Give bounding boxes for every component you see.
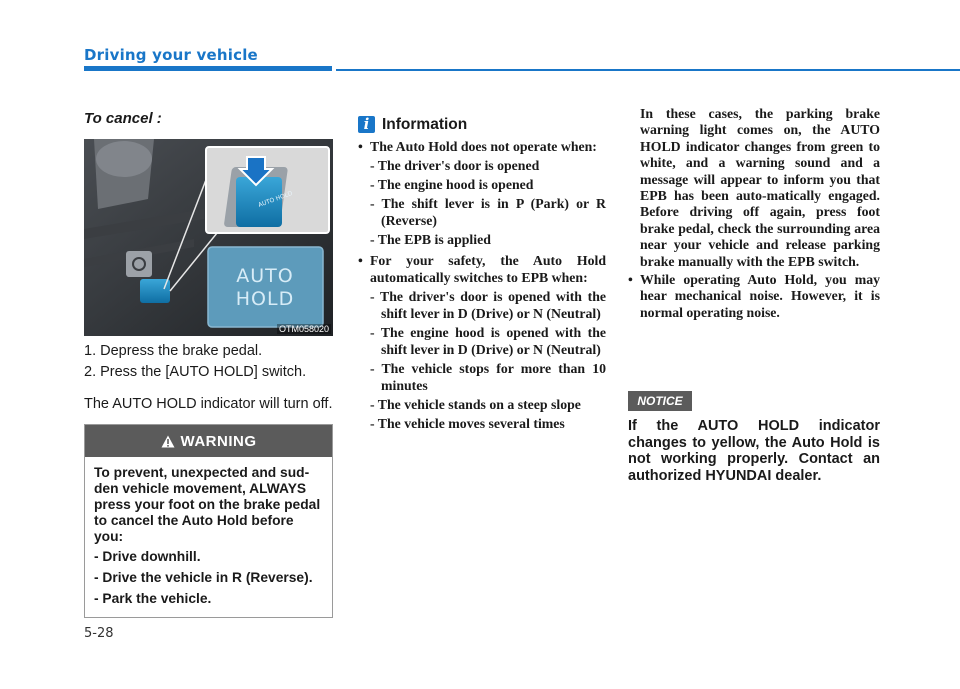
- warning-header: [85, 425, 332, 457]
- information-header: [358, 114, 606, 134]
- info-sub-text: - The vehicle stands on a steep slope: [370, 397, 581, 412]
- warning-item: - Park the vehicle.: [94, 591, 212, 606]
- auto-hold-switch-shape: [140, 279, 170, 303]
- info-sub-text: - The vehicle stops for more than 10 minutes: [370, 361, 606, 393]
- cancel-heading: To cancel :: [84, 110, 162, 127]
- warning-triangle-icon: [161, 435, 175, 448]
- info-sub-item: [358, 231, 606, 248]
- information-continued: [628, 106, 880, 323]
- display-text-hold: HOLD: [235, 288, 295, 310]
- info-sub-text: - The engine hood is opened with the shift lever in D (Drive) or N (Neutral): [370, 325, 606, 357]
- info-bullet: • While operating Auto Hold, you may hear mechanical noise. However, it is normal operating noise.: [628, 272, 880, 321]
- info-sub-text: - The driver's door is opened: [370, 158, 540, 173]
- notice-text: If the AUTO HOLD indicator changes to yellow, the Auto Hold is not working properly. Contact an authorized HYUNDAI dealer.: [628, 418, 880, 484]
- page-number: 5-28: [84, 626, 114, 641]
- cancel-steps: [84, 342, 334, 384]
- display-text-auto: AUTO: [236, 265, 294, 287]
- epb-switch-shape: [126, 251, 152, 277]
- info-sub-text: - The shift lever is in P (Park) or R (Reverse): [370, 196, 606, 228]
- warning-intro: To prevent, unexpected and sud-den vehicle movement, ALWAYS press your foot on the brake pedal to cancel the Auto Hold before you:: [94, 465, 321, 544]
- info-sub-text: - The EPB is applied: [370, 232, 491, 247]
- info-sub-text: - The engine hood is opened: [370, 177, 534, 192]
- warning-body: [85, 457, 332, 607]
- cancel-section: [84, 110, 334, 412]
- auto-hold-display: [208, 247, 323, 327]
- info-sub-item: [358, 324, 606, 358]
- inset-button-label: AUTO HOLD: [257, 189, 294, 209]
- info-icon: i: [358, 116, 375, 133]
- info-sub-text: - The vehicle moves several times: [370, 416, 565, 431]
- info-sub-item: [358, 195, 606, 229]
- info-sub-item: [358, 157, 606, 174]
- info-bullet: • For your safety, the Auto Hold automatically switches to EPB when:: [358, 252, 606, 286]
- shift-knob-shape: [96, 141, 152, 177]
- information-title: Information: [382, 115, 468, 133]
- information-section: [358, 114, 606, 434]
- warning-label: WARNING: [180, 432, 257, 450]
- warning-item: - Drive the vehicle in R (Reverse).: [94, 570, 313, 585]
- step-item: 1. Depress the brake pedal.: [84, 343, 263, 359]
- figure-code: OTM058020: [278, 324, 329, 334]
- warning-box: [84, 424, 333, 618]
- warning-list: [94, 549, 324, 607]
- info-sub-text: - The driver's door is opened with the shift lever in D (Drive) or N (Neutral): [370, 289, 606, 321]
- header-rule-thick: [84, 66, 332, 71]
- info-sub-item: [358, 396, 606, 413]
- info-continuation: In these cases, the parking brake warning light comes on, the AUTO HOLD indicator changes from green to white, and a warning sound and a message will appear to inform you that EPB has been auto-matically engaged. Before driving off again, press foot brake pedal, check the surrounding area near your vehicle and release parking brake manually with the EPB switch.: [640, 106, 880, 269]
- info-sub-item: [358, 176, 606, 193]
- console-illustration: [84, 139, 333, 336]
- warning-item: - Drive downhill.: [94, 549, 201, 564]
- cancel-paragraph: The AUTO HOLD indicator will turn off.: [84, 396, 333, 412]
- info-sub-item: [358, 288, 606, 322]
- header-rule-thin: [336, 69, 960, 71]
- info-sub-item: [358, 360, 606, 394]
- auto-hold-switch-figure: [84, 139, 333, 336]
- notice-badge: NOTICE: [628, 391, 692, 411]
- step-item: 2. Press the [AUTO HOLD] switch.: [84, 364, 307, 380]
- info-sub-item: [358, 415, 606, 432]
- info-bullet: • The Auto Hold does not operate when:: [358, 138, 606, 155]
- section-title: Driving your vehicle: [84, 46, 258, 64]
